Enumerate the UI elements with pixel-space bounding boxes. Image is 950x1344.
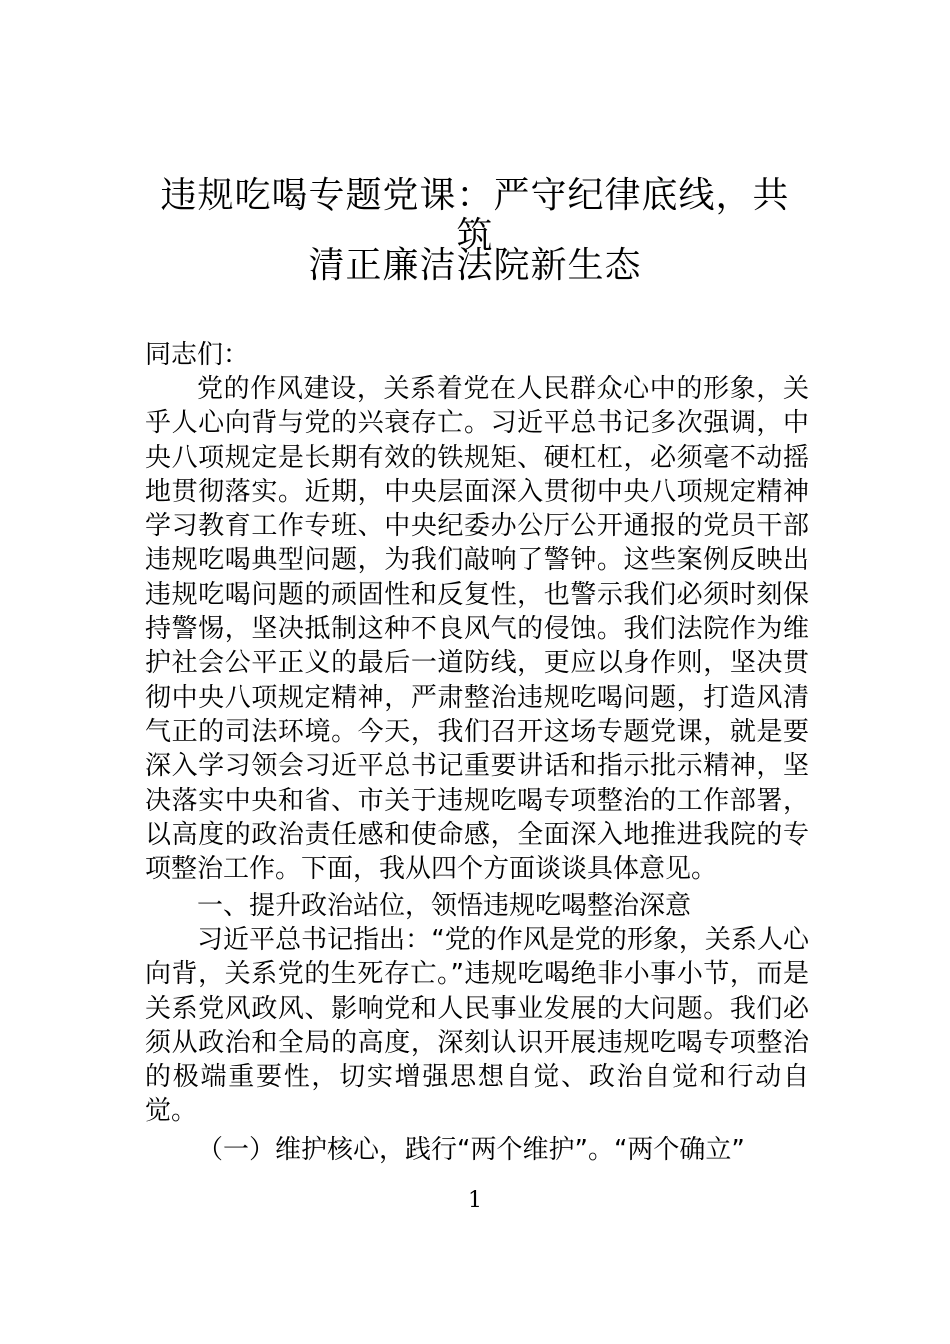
document-title-line-1: 违规吃喝专题党课：严守纪律底线，共筑 bbox=[160, 175, 790, 256]
page-number: 1 bbox=[468, 1188, 482, 1213]
section-heading-1: 一、提升政治站位，领悟违规吃喝整治深意 bbox=[197, 891, 692, 921]
paragraph-intro: 党的作风建设，关系着党在人民群众心中的形象，关乎人心向背与党的兴衰存亡。习近平总书记多次强调，中央八项规定是长期有效的铁规矩、硬杠杠，必须毫不动摇地贯彻落实。近期，中央层面深入贯彻中央八项规定精神学习教育工作专班、中央纪委办公厅公开通报的党员干部违规吃喝典型问题，为我们敲响了警钟。这些案例反映出违规吃喝问题的顽固性和反复性，也警示我们必须时刻保持警惕，坚决抵制这种不良风气的侵蚀。我们法院作为维护社会公平正义的最后一道防线，更应以身作则，坚决贯彻中央八项规定精神，严肃整治违规吃喝问题，打造风清气正的司法环境。今天，我们召开这场专题党课，就是要深入学习领会习近平总书记重要讲话和指示批示精神，坚决落实中央和省、市关于违规吃喝专项整治的工作部署，以高度的政治责任感和使命感，全面深入地推进我院的专项整治工作。下面，我从四个方面谈谈具体意见。 bbox=[145, 374, 809, 885]
paragraph-section-1: 习近平总书记指出：“党的作风是党的形象，关系人心向背，关系党的生死存亡。”违规吃喝绝非小事小节，而是关系党风政风、影响党和人民事业发展的大问题。我们必须从政治和全局的高度，深刻认识开展违规吃喝专项整治的极端重要性，切实增强思想自觉、政治自觉和行动自觉。 bbox=[145, 925, 809, 1127]
salutation: 同志们： bbox=[145, 340, 250, 370]
document-title-line-2: 清正廉洁法院新生态 bbox=[308, 245, 642, 286]
subsection-heading-1: （一）维护核心，践行“两个维护”。“两个确立” bbox=[197, 1135, 745, 1165]
